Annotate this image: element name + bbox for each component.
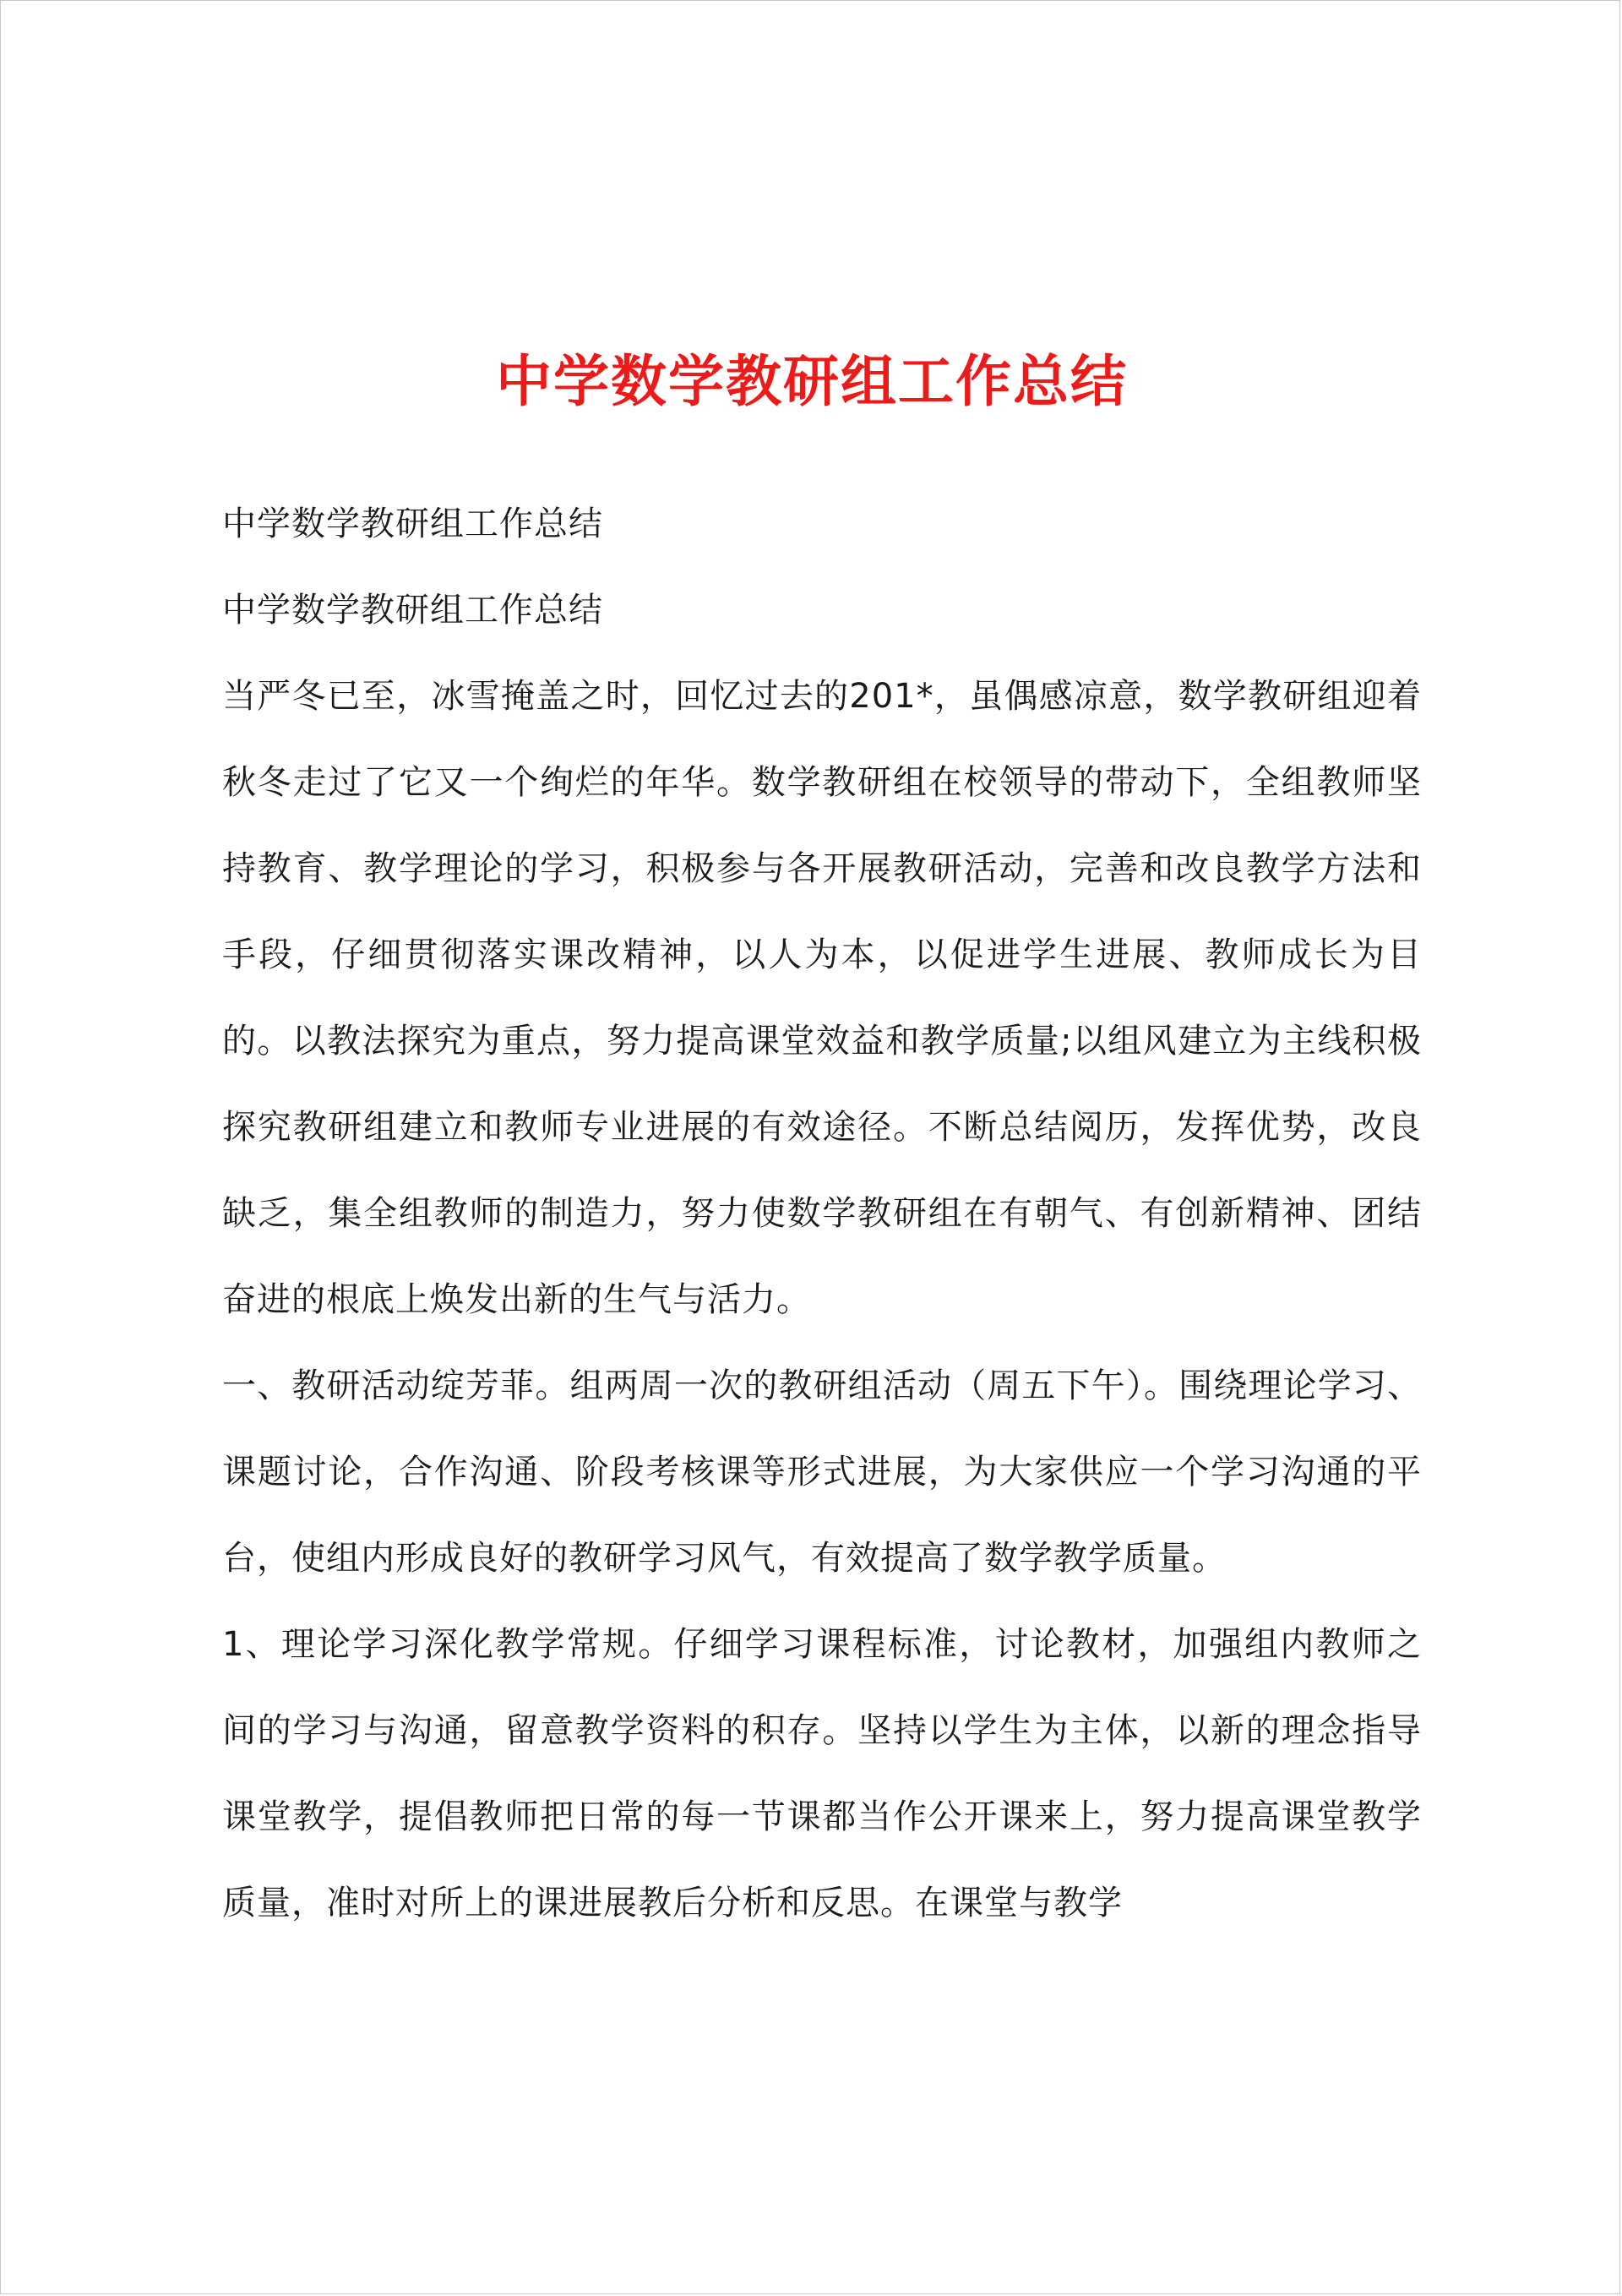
document-title: 中学数学教研组工作总结	[496, 348, 1128, 414]
item-one-paragraph: 1、理论学习深化教学常规。仔细学习课程标准，讨论教材，加强组内教师之间的学习与沟通，留意教学资料的积存。坚持以学生为主体，以新的理念指导课堂教学，提倡教师把日常的每一节课都当作公开课来上，努力提高课堂教学质量，准时对所上的课进展教后分析和反思。在课堂与教学	[222, 1625, 1422, 1922]
subtitle-line: 中学数学教研组工作总结	[222, 591, 603, 630]
intro-paragraph: 当严冬已至，冰雪掩盖之时，回忆过去的201*，虽偶感凉意，数学教研组迎着秋冬走过了它又一个绚烂的年华。数学教研组在校领导的带动下，全组教师坚持教育、教学理论的学习，积极参与各开展教研活动，完善和改良教学方法和手段，仔细贯彻落实课改精神，以人为本，以促进学生进展、教师成长为目的。以教法探究为重点，努力提高课堂效益和教学质量;以组风建立为主线积极探究教研组建立和教师专业进展的有效途径。不断总结阅历，发挥优势，改良缺乏，集全组教师的制造力，努力使数学教研组在有朝气、有创新精神、团结奋进的根底上焕发出新的生气与活力。	[222, 677, 1422, 1319]
document-body	[222, 481, 1422, 1946]
subtitle-line: 中学数学教研组工作总结	[222, 504, 603, 543]
section-one-paragraph: 一、教研活动绽芳菲。组两周一次的教研组活动（周五下午）。围绕理论学习、课题讨论，合作沟通、阶段考核课等形式进展，为大家供应一个学习沟通的平台，使组内形成良好的教研学习风气，有效提高了数学教学质量。	[222, 1366, 1422, 1578]
